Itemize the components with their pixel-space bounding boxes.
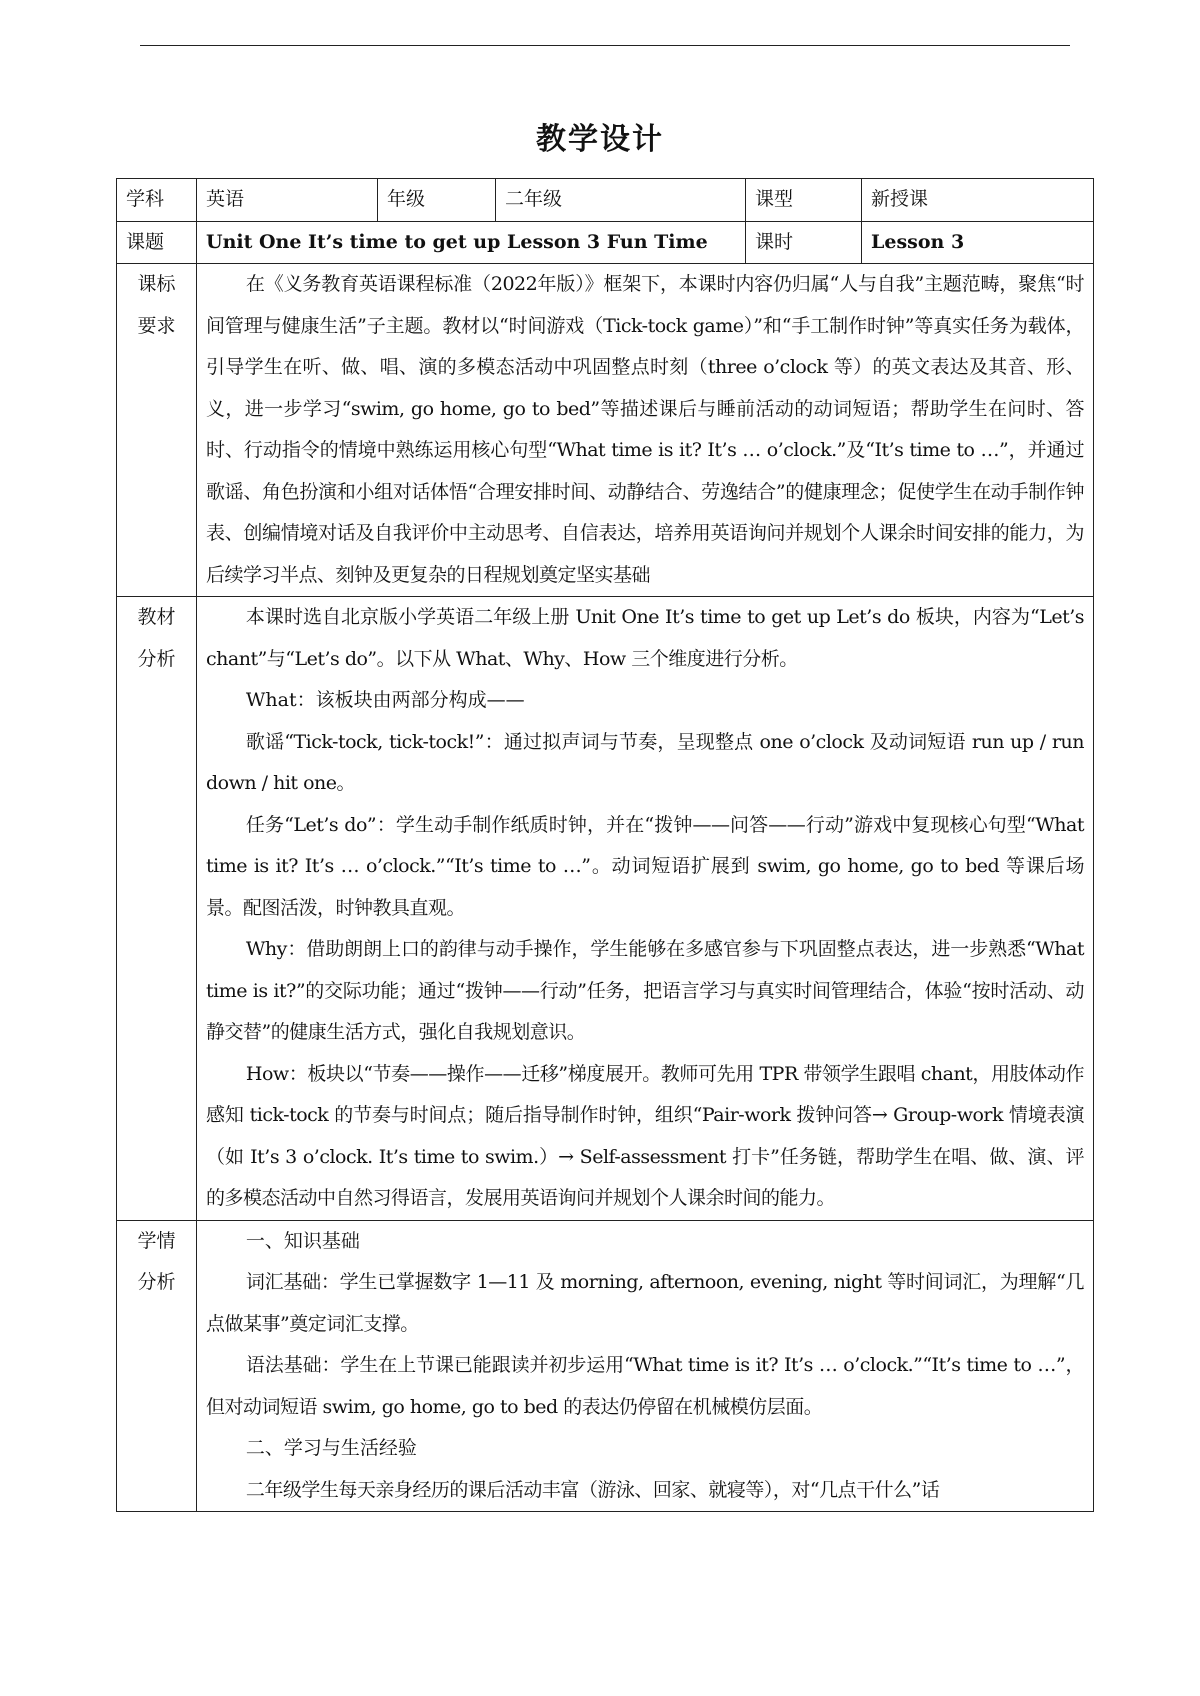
learner-label — [117, 1220, 197, 1512]
material-paragraph-why: Why：借助朗朗上口的韵律与动手操作，学生能够在多感官参与下巩固整点表达，进一步熟悉“What time is it?”的交际功能；通过“拨钟——行动”任务，把语言学习与真实时间管理结合，体验“按时活动、动静交替”的健康生活方式，强化自我规划意识。 — [206, 938, 1084, 1043]
learner-heading-knowledge: 一、知识基础 — [245, 1229, 360, 1252]
curriculum-content — [197, 264, 1094, 597]
learner-label-line-1: 学情 — [137, 1229, 176, 1252]
period-label: 课时 — [746, 221, 862, 264]
grade-value: 二年级 — [496, 179, 746, 222]
subject-label: 学科 — [117, 179, 197, 222]
curriculum-label-line-2: 要求 — [137, 314, 176, 337]
material-paragraph-chant: 歌谣“Tick-tock, tick-tock!”：通过拟声词与节奏，呈现整点 one o’clock 及动词短语 run up / run down / hit one。 — [206, 730, 1084, 794]
learner-paragraph-experience: 二年级学生每天亲身经历的课后活动丰富（游泳、回家、就寝等），对“几点干什么”话 — [245, 1478, 940, 1501]
curriculum-text: 在《义务教育英语课程标准（2022年版）》框架下，本课时内容仍归属“人与自我”主题范畴，聚焦“时间管理与健康生活”子主题。教材以“时间游戏（Tick-tock game）”和“手工制作时钟”等真实任务为载体，引导学生在听、做、唱、演的多模态活动中巩固整点时刻（three o’clock 等）的英文表达及其音、形、义，进一步学习“swim, go home, go to bed”等描述课后与睡前活动的动词短语；帮助学生在问时、答时、行动指令的情境中熟练运用核心句型“What time is it? It’s … o’clock.”及“It’s time to …”，并通过歌谣、角色扮演和小组对话体悟“合理安排时间、动静结合、劳逸结合”的健康理念；促使学生在动手制作钟表、创编情境对话及自我评价中主动思考、自信表达，培养用英语询问并规划个人课余时间安排的能力，为后续学习半点、刻钟及更复杂的日程规划奠定坚实基础 — [206, 273, 1084, 586]
period-value: Lesson 3 — [862, 221, 1094, 264]
grade-label: 年级 — [378, 179, 496, 222]
material-paragraph-what: What：该板块由两部分构成—— — [245, 689, 525, 711]
learner-content — [197, 1220, 1094, 1512]
learner-row — [117, 1220, 1094, 1512]
material-label-line-1: 教材 — [137, 606, 176, 628]
curriculum-row — [117, 264, 1094, 597]
header-rule — [140, 45, 1070, 46]
info-row-2 — [117, 221, 1094, 264]
learner-heading-experience: 二、学习与生活经验 — [245, 1437, 417, 1459]
lesson-design-table — [116, 178, 1094, 1512]
material-content — [197, 597, 1094, 1221]
topic-label: 课题 — [117, 221, 197, 264]
type-label: 课型 — [746, 179, 862, 222]
info-row-1 — [117, 179, 1094, 222]
material-label-line-2: 分析 — [137, 647, 176, 670]
learner-label-line-2: 分析 — [137, 1271, 176, 1293]
material-label — [117, 597, 197, 1221]
document-title: 教学设计 — [536, 122, 664, 157]
curriculum-label-line-1: 课标 — [137, 273, 176, 295]
curriculum-label — [117, 264, 197, 597]
learner-paragraph-vocabulary: 词汇基础：学生已掌握数字 1—11 及 morning, afternoon, evening, night 等时间词汇，为理解“几点做某事”奠定词汇支撑。 — [206, 1271, 1084, 1335]
material-paragraph-1: 本课时选自北京版小学英语二年级上册 Unit One It’s time to get up Let’s do 板块，内容为“Let’s chant”与“Let’s do”。以下从 What、Why、How 三个维度进行分析。 — [206, 606, 1084, 670]
material-paragraph-how: How：板块以“节奏——操作——迁移”梯度展开。教师可先用 TPR 带领学生跟唱 chant，用肢体动作感知 tick-tock 的节奏与时间点；随后指导制作时钟，组织“Pair-work 拨钟问答→ Group-work 情境表演（如 It’s 3 o’clock. It’s time to swim.）→ Self-assessment 打卡”任务链，帮助学生在唱、做、演、评的多模态活动中自然习得语言，发展用英语询问并规划个人课余时间的能力。 — [206, 1062, 1084, 1209]
subject-value: 英语 — [197, 179, 378, 222]
material-row — [117, 597, 1094, 1221]
type-value: 新授课 — [862, 179, 1094, 222]
learner-paragraph-grammar: 语法基础：学生在上节课已能跟读并初步运用“What time is it? It’s … o’clock.”“It’s time to …”，但对动词短语 swim, go home, go to bed 的表达仍停留在机械模仿层面。 — [206, 1354, 1084, 1418]
topic-value: Unit One It’s time to get up Lesson 3 Fun Time — [197, 221, 746, 264]
material-paragraph-do: 任务“Let’s do”：学生动手制作纸质时钟，并在“拨钟——问答——行动”游戏中复现核心句型“What time is it? It’s … o’clock.”“It’s time to …”。动词短语扩展到 swim, go home, go to bed 等课后场景。配图活泼，时钟教具直观。 — [206, 813, 1084, 919]
